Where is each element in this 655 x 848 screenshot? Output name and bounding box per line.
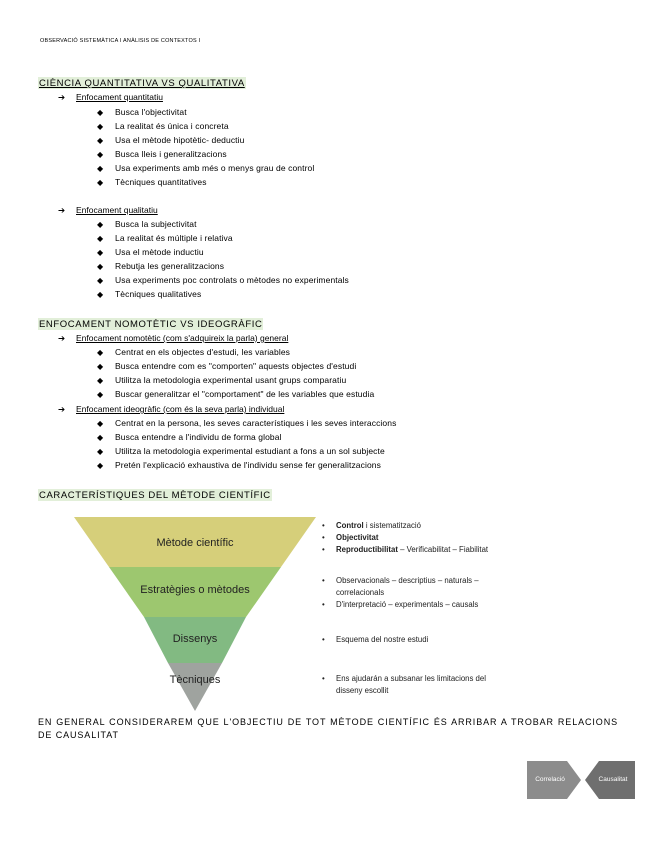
list-item: ◆ Usa el mètode hipotètic- deductiu — [97, 135, 245, 145]
diamond-bullet-icon: ◆ — [97, 376, 104, 385]
list-item: ◆ Usa el mètode inductiu — [97, 247, 204, 257]
note-techniques-cont: disseny escollit — [336, 686, 389, 695]
list-item: ◆ Tècniques qualitatives — [97, 289, 202, 299]
diamond-bullet-icon: ◆ — [97, 290, 104, 299]
pyramid-level-techniques — [168, 663, 222, 711]
arrow-icon: ➔ — [58, 205, 66, 215]
note-observational: • Observacionals – descriptius – naturals – — [322, 576, 479, 585]
list-item: ◆ Usa experiments amb més o menys grau de control — [97, 163, 315, 173]
group-title: Enfocament qualitatiu — [76, 205, 158, 215]
note-observational-cont: correlacionals — [336, 588, 385, 597]
note-design: • Esquema del nostre estudi — [322, 635, 429, 644]
group-title: Enfocament nomotètic (com s'adquireix la parla) general — [76, 333, 289, 343]
list-item: ◆ Usa experiments poc controlats o mètodes no experimentals — [97, 275, 349, 285]
diamond-bullet-icon: ◆ — [97, 348, 104, 357]
diamond-bullet-icon: ◆ — [97, 433, 104, 442]
note-control: • Control i sistematització — [322, 521, 421, 530]
diamond-bullet-icon: ◆ — [97, 108, 104, 117]
list-item: ◆ Tècniques quantitatives — [97, 177, 207, 187]
list-item: ◆ Utilitza la metodologia experimental estudiant a fons a un sol subjecte — [97, 446, 385, 456]
group-title: Enfocament ideogràfic (com és la seva parla) individual — [76, 404, 285, 414]
group-nomothetic — [58, 333, 288, 344]
diamond-bullet-icon: ◆ — [97, 136, 104, 145]
diamond-bullet-icon: ◆ — [97, 276, 104, 285]
group-quantitative — [58, 92, 163, 103]
diamond-bullet-icon: ◆ — [97, 419, 104, 428]
diamond-bullet-icon: ◆ — [97, 461, 104, 470]
conclusion-paragraph: EN GENERAL CONSIDERAREM QUE L'OBJECTIU DE TOT MÈTODE CIENTÍFIC ÉS ARRIBAR A TROBAR RELACIONS DE CAUSALITAT — [38, 717, 618, 740]
group-title: Enfocament quantitatiu — [76, 92, 163, 102]
document-header: OBSERVACIÓ SISTEMÀTICA I ANÀLISIS DE CONTEXTOS I — [40, 38, 201, 44]
diamond-bullet-icon: ◆ — [97, 447, 104, 456]
diamond-bullet-icon: ◆ — [97, 248, 104, 257]
diamond-bullet-icon: ◆ — [97, 362, 104, 371]
arrow-label-causality: Causalitat — [598, 776, 628, 783]
diamond-bullet-icon: ◆ — [97, 178, 104, 187]
group-ideographic — [58, 404, 284, 415]
diamond-bullet-icon: ◆ — [97, 220, 104, 229]
diamond-bullet-icon: ◆ — [97, 234, 104, 243]
pyramid-label-method: Mètode científic — [156, 537, 234, 549]
list-item: ◆ La realitat és única i concreta — [97, 121, 229, 131]
diamond-bullet-icon: ◆ — [97, 164, 104, 173]
list-item: ◆ Buscar generalitzar el "comportament" de les variables que estudia — [97, 389, 375, 399]
list-item: ◆ Busca l'objectivitat — [97, 107, 187, 117]
pyramid-label-designs: Dissenys — [172, 633, 218, 645]
arrow-icon: ➔ — [58, 92, 66, 102]
group-qualitative — [58, 205, 158, 216]
list-item: ◆ Busca entendre com es "comporten" aquests objectes d'estudi — [97, 361, 357, 371]
pyramid-label-strategies: Estratègies o mètodes — [140, 584, 250, 596]
section-title-nomo-ideo: ENFOCAMENT NOMOTÈTIC VS IDEOGRÀFIC — [39, 319, 263, 330]
arrow-icon: ➔ — [58, 404, 66, 414]
list-item: ◆ Busca la subjectivitat — [97, 219, 197, 229]
note-reproducibility: • Reproductibilitat – Verificabilitat – Fiabilitat — [322, 545, 489, 554]
list-item: ◆ Pretén l'explicació exhaustiva de l'individu sense fer generalitzacions — [97, 460, 381, 470]
list-item: ◆ Centrat en els objectes d'estudi, les variables — [97, 347, 290, 357]
diamond-bullet-icon: ◆ — [97, 390, 104, 399]
list-item: ◆ Busca entendre a l'individu de forma global — [97, 432, 282, 442]
list-item: ◆ Busca lleis i generalitzacions — [97, 149, 227, 159]
diamond-bullet-icon: ◆ — [97, 150, 104, 159]
list-item: ◆ Utilitza la metodologia experimental usant grups comparatiu — [97, 375, 347, 385]
note-objectivity: • Objectivitat — [322, 533, 379, 542]
section-title-quant-qual: CIÈNCIA QUANTITATIVA VS QUALITATIVA — [39, 78, 245, 89]
list-item: ◆ Rebutja les generalitzacions — [97, 261, 225, 271]
note-techniques: • Ens ajudarán a subsanar les limitacions del — [322, 674, 486, 683]
arrow-icon: ➔ — [58, 333, 66, 343]
diamond-bullet-icon: ◆ — [97, 262, 104, 271]
pyramid-label-techniques: Tècniques — [169, 674, 221, 686]
section-title-scientific-method: CARACTERÍSTIQUES DEL MÈTODE CIENTÍFIC — [39, 490, 271, 501]
arrow-label-correlation: Correlació — [535, 776, 565, 783]
note-interpretation: • D'interpretació – experimentals – causals — [322, 600, 479, 609]
list-item: ◆ Centrat en la persona, les seves característiques i les seves interaccions — [97, 418, 397, 428]
list-item: ◆ La realitat és múltiple i relativa — [97, 233, 233, 243]
diamond-bullet-icon: ◆ — [97, 122, 104, 131]
